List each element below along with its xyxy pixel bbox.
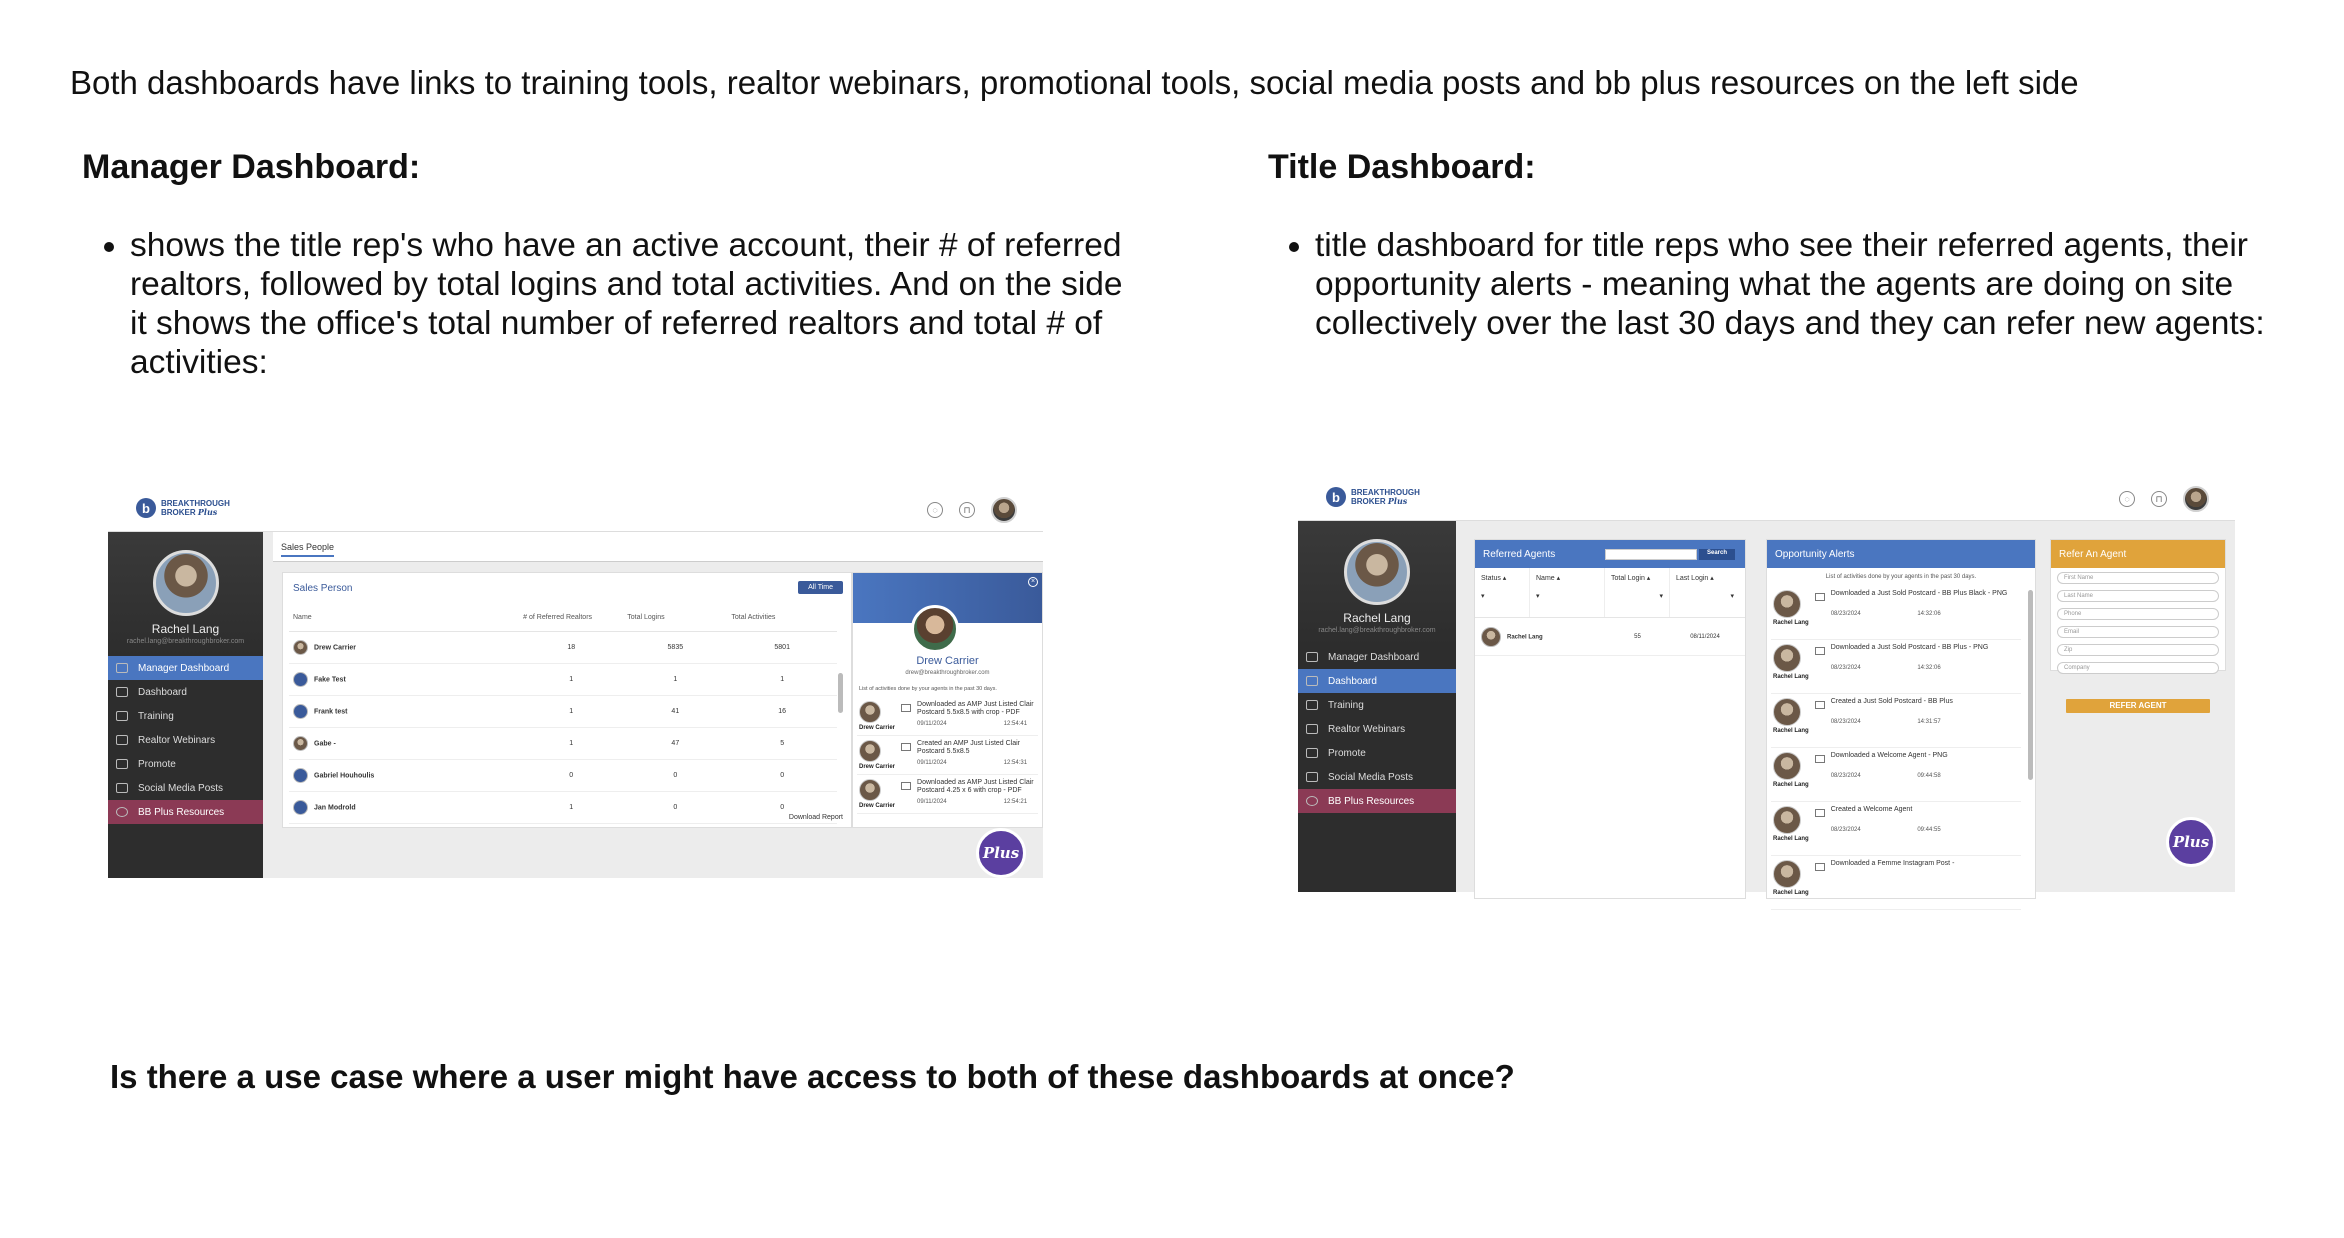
sidebar	[108, 532, 263, 878]
download-report-link[interactable]: Download Report	[788, 814, 843, 821]
envelope-icon	[901, 782, 911, 790]
manager-dashboard-screenshot	[108, 488, 1043, 878]
title-bullets	[1255, 226, 2315, 343]
avatar	[293, 640, 308, 655]
sales-table	[289, 605, 837, 824]
title-bullet: • title dashboard for title reps who see their referred agents, their opportunity alerts - meaning what the agents are doing on site collectively over the last 30 days and they can refer new agents:	[1315, 226, 2315, 343]
list-item[interactable]: Rachel Lang Created a Just Sold Postcard - BB Plus 08/23/2024 14:31:57	[1771, 694, 2021, 748]
webinar-icon	[116, 735, 128, 745]
avatar	[1773, 806, 1801, 834]
checklist-icon	[1306, 700, 1318, 710]
profile-email: rachel.lang@breakthroughbroker.com	[126, 638, 245, 645]
search-input[interactable]	[1605, 549, 1697, 560]
sidebar-item-manager-dashboard[interactable]: Manager Dashboard	[1298, 645, 1456, 669]
grid-icon	[1306, 676, 1318, 686]
title-heading: Title Dashboard:	[1268, 148, 1536, 186]
col-name[interactable]: Name ▴ ▾	[1530, 568, 1605, 617]
plus-badge-icon[interactable]: Plus	[976, 828, 1026, 878]
envelope-icon	[1815, 593, 1825, 601]
col-activities[interactable]: Total Activities	[727, 605, 837, 631]
monitor-icon	[116, 783, 128, 793]
col-last-login[interactable]: Last Login ▴ ▾	[1676, 575, 1734, 600]
cart-icon[interactable]: ⊓	[959, 502, 975, 518]
dashboard-icon	[1306, 652, 1318, 662]
manager-heading: Manager Dashboard:	[82, 148, 421, 186]
list-item[interactable]: Rachel Lang Downloaded a Just Sold Postcard - BB Plus Black - PNG 08/23/2024 14:32:06	[1771, 586, 2021, 640]
manager-bullets	[70, 226, 1130, 382]
detail-caption: List of activities done by your agents in the past 30 days.	[859, 686, 997, 692]
avatar	[1773, 644, 1801, 672]
list-item[interactable]: Rachel Lang Created a Welcome Agent 08/23/2024 09:44:55	[1771, 802, 2021, 856]
opportunity-alerts-panel	[1766, 539, 2036, 899]
detail-email: drew@breakthroughbroker.com	[905, 670, 990, 676]
envelope-icon	[1815, 701, 1825, 709]
avatar	[1481, 627, 1501, 647]
table-row[interactable]: Drew Carrier 18 5835 5801	[289, 631, 837, 663]
sidebar-item-social-media-posts[interactable]: Social Media Posts	[1298, 765, 1456, 789]
sidebar	[1298, 521, 1456, 892]
zip-field[interactable]: Zip	[2057, 644, 2219, 656]
avatar	[293, 736, 308, 751]
user-avatar[interactable]	[2183, 486, 2209, 512]
avatar	[1773, 590, 1801, 618]
list-item[interactable]: Drew Carrier Downloaded as AMP Just Listed Clair Postcard 5.5x8.5 with crop - PDF 09/11/2024 12:54:41	[857, 697, 1038, 736]
all-time-filter[interactable]: All Time	[798, 581, 843, 594]
search-button[interactable]: Search	[1699, 549, 1735, 560]
user-avatar[interactable]	[991, 497, 1017, 523]
sidebar-item-social-media-posts[interactable]: Social Media Posts	[108, 776, 263, 800]
cart-icon[interactable]: ⊓	[2151, 491, 2167, 507]
avatar	[293, 672, 308, 687]
sidebar-item-realtor-webinars[interactable]: Realtor Webinars	[1298, 717, 1456, 741]
sidebar-item-training[interactable]: Training	[1298, 693, 1456, 717]
phone-field[interactable]: Phone	[2057, 608, 2219, 620]
envelope-icon	[1815, 809, 1825, 817]
brand-logo[interactable]: b BREAKTHROUGH BROKER Plus	[1326, 487, 1420, 507]
table-row[interactable]: Gabe - 1 47 5	[289, 727, 837, 759]
avatar	[1773, 752, 1801, 780]
dashboard-icon	[116, 663, 128, 673]
profile-avatar	[911, 605, 959, 653]
panel-title: Sales Person	[293, 583, 353, 594]
avatar	[293, 704, 308, 719]
expand-icon	[1306, 748, 1318, 758]
company-field[interactable]: Company	[2057, 662, 2219, 674]
question-text: Is there a use case where a user might have access to both of these dashboards at once?	[110, 1058, 1515, 1095]
checklist-icon	[116, 711, 128, 721]
col-logins[interactable]: Total Logins	[623, 605, 727, 631]
envelope-icon	[901, 704, 911, 712]
avatar	[293, 800, 308, 815]
list-item[interactable]: Rachel Lang Downloaded a Femme Instagram Post -	[1771, 856, 2021, 910]
sales-person-panel	[282, 572, 852, 828]
col-total-login[interactable]: Total Login ▴ ▾	[1605, 568, 1670, 617]
list-item[interactable]: Rachel Lang Downloaded a Just Sold Postcard - BB Plus - PNG 08/23/2024 14:32:06	[1771, 640, 2021, 694]
panel-title: Refer An Agent	[2051, 540, 2225, 568]
scrollbar[interactable]	[2028, 590, 2033, 780]
first-name-field[interactable]: First Name	[2057, 572, 2219, 584]
col-name[interactable]: Name	[289, 605, 519, 631]
sidebar-item-manager-dashboard[interactable]: Manager Dashboard	[108, 656, 263, 680]
table-row[interactable]: Gabriel Houhoulis 0 0 0	[289, 759, 837, 791]
tab-bar	[273, 532, 1043, 562]
list-item[interactable]: Drew Carrier Downloaded as AMP Just Listed Clair Postcard 4.25 x 6 with crop - PDF 09/11/2024 12:54:21	[857, 775, 1038, 814]
envelope-icon	[1815, 755, 1825, 763]
scrollbar[interactable]	[838, 673, 843, 713]
avatar	[1773, 698, 1801, 726]
plus-circle-icon	[116, 807, 128, 817]
sidebar-item-training[interactable]: Training	[108, 704, 263, 728]
sidebar-item-dashboard[interactable]: Dashboard	[1298, 669, 1456, 693]
salesperson-detail-panel	[852, 572, 1043, 828]
email-field[interactable]: Email	[2057, 626, 2219, 638]
profile-name: Rachel Lang	[151, 622, 220, 636]
expand-icon	[116, 759, 128, 769]
sidebar-item-bb-plus-resources[interactable]: BB Plus Resources	[1298, 789, 1456, 813]
profile-avatar	[153, 550, 219, 616]
list-item[interactable]: Rachel Lang Downloaded a Welcome Agent - PNG 08/23/2024 09:44:58	[1771, 748, 2021, 802]
sidebar-item-realtor-webinars[interactable]: Realtor Webinars	[108, 728, 263, 752]
panel-title: Referred Agents	[1483, 548, 1556, 560]
plus-circle-icon	[1306, 796, 1318, 806]
sidebar-item-dashboard[interactable]: Dashboard	[108, 680, 263, 704]
profile-avatar	[1344, 539, 1410, 605]
table-row[interactable]: Fake Test 1 1 1	[289, 663, 837, 695]
manager-bullet: • shows the title rep's who have an active account, their # of referred realtors, followed by total logins and total activities. And on the side it shows the office's total number of referred realtors and total # of activities:	[130, 226, 1130, 382]
brand-logo[interactable]: b BREAKTHROUGH BROKER Plus	[136, 498, 230, 518]
bell-icon[interactable]: ◌	[2119, 491, 2135, 507]
envelope-icon	[1815, 863, 1825, 871]
table-row[interactable]: Frank test 1 41 16	[289, 695, 837, 727]
avatar	[859, 740, 881, 762]
avatar	[293, 768, 308, 783]
profile-email: rachel.lang@breakthroughbroker.com	[1318, 627, 1436, 634]
title-dashboard-screenshot	[1298, 477, 2235, 896]
refer-agent-button[interactable]: REFER AGENT	[2066, 699, 2210, 713]
topbar	[1298, 477, 2235, 521]
detail-name: Drew Carrier	[916, 655, 979, 667]
logo-mark-icon: b	[136, 498, 156, 518]
intro-text: Both dashboards have links to training tools, realtor webinars, promotional tools, social media posts and bb plus resources on the left side	[70, 64, 2079, 101]
alerts-caption: List of activities done by your agents in the past 30 days.	[1825, 574, 1977, 580]
profile-name: Rachel Lang	[1343, 611, 1411, 625]
webinar-icon	[1306, 724, 1318, 734]
envelope-icon	[1815, 647, 1825, 655]
sidebar-item-promote[interactable]: Promote	[1298, 741, 1456, 765]
panel-title: Opportunity Alerts	[1767, 540, 2035, 568]
last-name-field[interactable]: Last Name	[2057, 590, 2219, 602]
logo-mark-icon: b	[1326, 487, 1346, 507]
refer-agent-panel	[2050, 539, 2226, 671]
col-status[interactable]: Status ▴ ▾	[1475, 568, 1530, 617]
sidebar-item-bb-plus-resources[interactable]: BB Plus Resources	[108, 800, 263, 824]
referred-agents-panel	[1474, 539, 1746, 899]
close-icon[interactable]: ×	[1028, 577, 1038, 587]
table-row[interactable]: Jan Modrold 1 0 0	[289, 791, 837, 823]
bell-icon[interactable]: ◌	[927, 502, 943, 518]
plus-badge-icon[interactable]: Plus	[2166, 817, 2216, 867]
col-referred[interactable]: # of Referred Realtors	[519, 605, 623, 631]
table-row[interactable]: Rachel Lang 55 08/11/2024	[1475, 618, 1745, 656]
avatar	[1773, 860, 1801, 888]
grid-icon	[116, 687, 128, 697]
avatar	[859, 779, 881, 801]
sidebar-item-promote[interactable]: Promote	[108, 752, 263, 776]
envelope-icon	[901, 743, 911, 751]
tab-sales-people[interactable]: Sales People	[281, 542, 334, 557]
avatar	[859, 701, 881, 723]
list-item[interactable]: Drew Carrier Created an AMP Just Listed Clair Postcard 5.5x8.5 09/11/2024 12:54:31	[857, 736, 1038, 775]
monitor-icon	[1306, 772, 1318, 782]
topbar	[108, 488, 1043, 532]
